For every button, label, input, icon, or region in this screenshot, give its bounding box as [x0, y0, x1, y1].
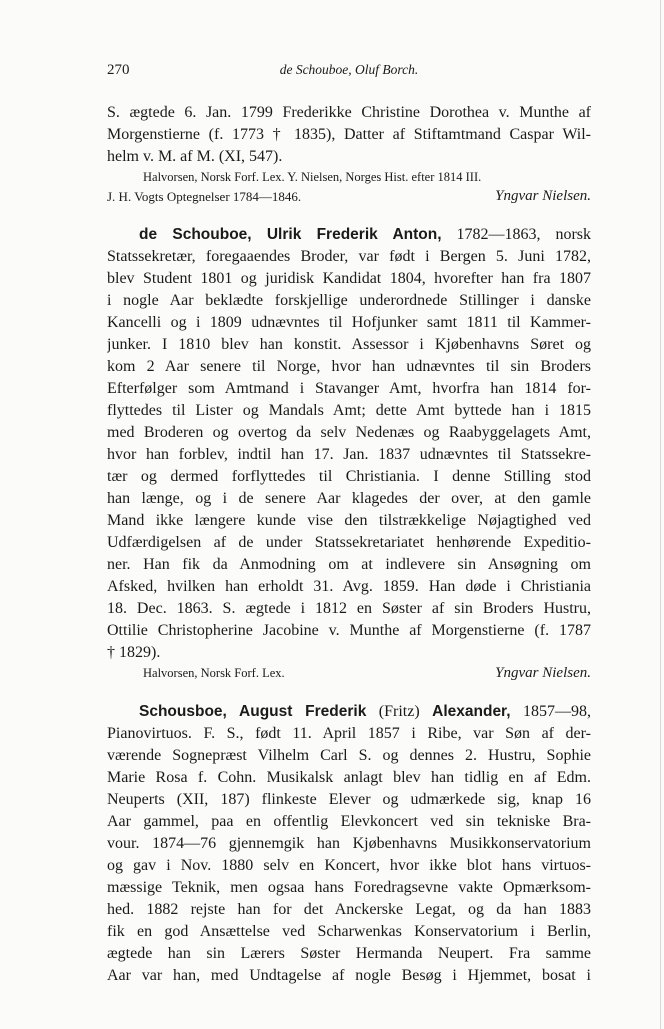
- text-line: Pianovirtuos. F. S., født 11. April 1857 i Ribe, var Søn af der-: [107, 725, 591, 742]
- entry-dates: 1782—1863, norsk: [441, 226, 591, 243]
- text-line: 18. Dec. 1863. S. ægtede i 1812 en Søster af sin Broders Hustru,: [107, 600, 591, 617]
- entry-oluf-borch-continuation: [107, 102, 591, 206]
- text-line: Kancelli og i 1809 udnævntes til Hofjunker samt 1811 til Kammer-: [107, 314, 591, 331]
- text-line: Mand ikke længere kunde vise den tilstrækkelige Nøjagtighed ved: [107, 512, 591, 529]
- scan-edge-divider: [660, 0, 661, 1029]
- text-line: og gav i Nov. 1880 selv en Koncert, hvor ikke blot hans virtuos-: [107, 857, 591, 874]
- text-line: flyttedes til Lister og Mandals Amt; dette Amt byttede han i 1815: [107, 402, 591, 419]
- entry-name: Schousboe, August Frederik: [139, 703, 367, 720]
- entry-ulrik-frederik-anton: [107, 224, 591, 683]
- text-line: værende Sognepræst Vilhelm Carl S. og dennes 2. Hustru, Sophie: [107, 747, 591, 764]
- text-line: Ottilie Christopherine Jacobine v. Munthe af Morgenstierne (f. 1787: [107, 622, 591, 639]
- author-signature: Yngvar Nielsen.: [495, 188, 591, 204]
- text-line: i nogle Aar beklædte forskjellige underordnede Stillinger i danske: [107, 292, 591, 309]
- text-line: Marie Rosa f. Cohn. Musikalsk anlagt blev han tidlig en af Edm.: [107, 769, 591, 786]
- text-line: Efterfølger som Amtmand i Stavanger Amt, hvorfra han 1814 for-: [107, 380, 591, 397]
- text-line: Neuperts (XII, 187) flinkeste Elever og udmærkede sig, knap 16: [107, 791, 591, 808]
- page-number: 270: [107, 62, 130, 78]
- text-line: med Broderen og overtog da selv Nedenæs og Raabyggelagets Amt,: [107, 424, 591, 441]
- text-line: Afsked, hvilken han erholdt 31. Avg. 1859. Han døde i Christiania: [107, 578, 591, 595]
- running-head: de Schouboe, Oluf Borch.: [279, 62, 419, 77]
- paragraph-gap: [107, 206, 591, 224]
- text-line: tær og dermed forflyttedes til Christiania. I denne Stilling stod: [107, 468, 591, 485]
- entry-heading-line: [107, 224, 591, 246]
- page-header: [107, 62, 591, 82]
- text-line: helm v. M. af M. (XI, 547).: [107, 148, 283, 165]
- references-line: J. H. Vogts Optegnelser 1784—1846.: [107, 189, 302, 204]
- text-line: vour. 1874—76 gjennemgik han Kjøbenhavns Musikkonservatorium: [107, 835, 591, 852]
- text-line: blev Student 1801 og juridisk Kandidat 1804, hvorefter han fra 1807: [107, 270, 591, 287]
- references-signature-row: [107, 187, 591, 206]
- text-line: † 1829).: [107, 644, 161, 661]
- author-signature: Yngvar Nielsen.: [495, 665, 591, 681]
- paragraph-gap: [107, 683, 591, 701]
- text-line: kom 2 Aar senere til Norge, hvor han udnævntes til sin Broders: [107, 358, 591, 375]
- text-line: S. ægtede 6. Jan. 1799 Frederikke Christine Dorothea v. Munthe af: [107, 104, 591, 121]
- entry-name-nickname: (Fritz): [366, 703, 433, 720]
- text-line: Statssekretær, foregaaendes Broder, var født i Bergen 5. Juni 1782,: [107, 248, 591, 265]
- text-line: mæssige Teknik, men ogsaa hans Foredragsevne vakte Opmærksom-: [107, 879, 591, 896]
- entry-dates: 1857—98,: [510, 703, 591, 720]
- entry-august-frederik-schousboe: [107, 701, 591, 987]
- entry-name: de Schouboe, Ulrik Frederik Anton,: [139, 226, 442, 243]
- page-body: [107, 102, 591, 987]
- text-line: ægtede han sin Lærers Søster Hermanda Neupert. Fra samme: [107, 945, 591, 962]
- references-signature-row: [107, 664, 591, 683]
- references-line: Halvorsen, Norsk Forf. Lex.: [143, 666, 285, 680]
- text-line: Udfærdigelsen af de under Statssekretariatet henhørende Expeditio-: [107, 534, 591, 551]
- text-line: ner. Han fik da Anmodning om at indlevere sin Ansøgning om: [107, 556, 591, 573]
- text-line: Morgenstierne (f. 1773 † 1835), Datter af Stiftamtmand Caspar Wil-: [107, 126, 591, 143]
- text-line: Aar var han, med Undtagelse af nogle Besøg i Hjemmet, bosat i: [107, 967, 591, 984]
- text-line: hed. 1882 rejste han for det Anckerske Legat, og da han 1883: [107, 901, 591, 918]
- text-line: hvor han forblev, indtil han 17. Jan. 1837 udnævntes til Statssekre-: [107, 446, 591, 463]
- text-line: junker. I 1810 blev han konstit. Assessor i Kjøbenhavns Søret og: [107, 336, 591, 353]
- references-line: Halvorsen, Norsk Forf. Lex. Y. Nielsen, Norges Hist. efter 1814 III.: [143, 170, 482, 184]
- text-line: fik en god Ansættelse ved Scharwenkas Konservatorium i Berlin,: [107, 923, 591, 940]
- entry-name-last: Alexander,: [432, 703, 511, 720]
- entry-heading-line: [107, 701, 591, 723]
- text-line: han længe, og i de senere Aar klagedes der over, at den gamle: [107, 490, 591, 507]
- text-line: Aar gammel, paa en offentlig Elevkoncert ved sin tekniske Bra-: [107, 813, 591, 830]
